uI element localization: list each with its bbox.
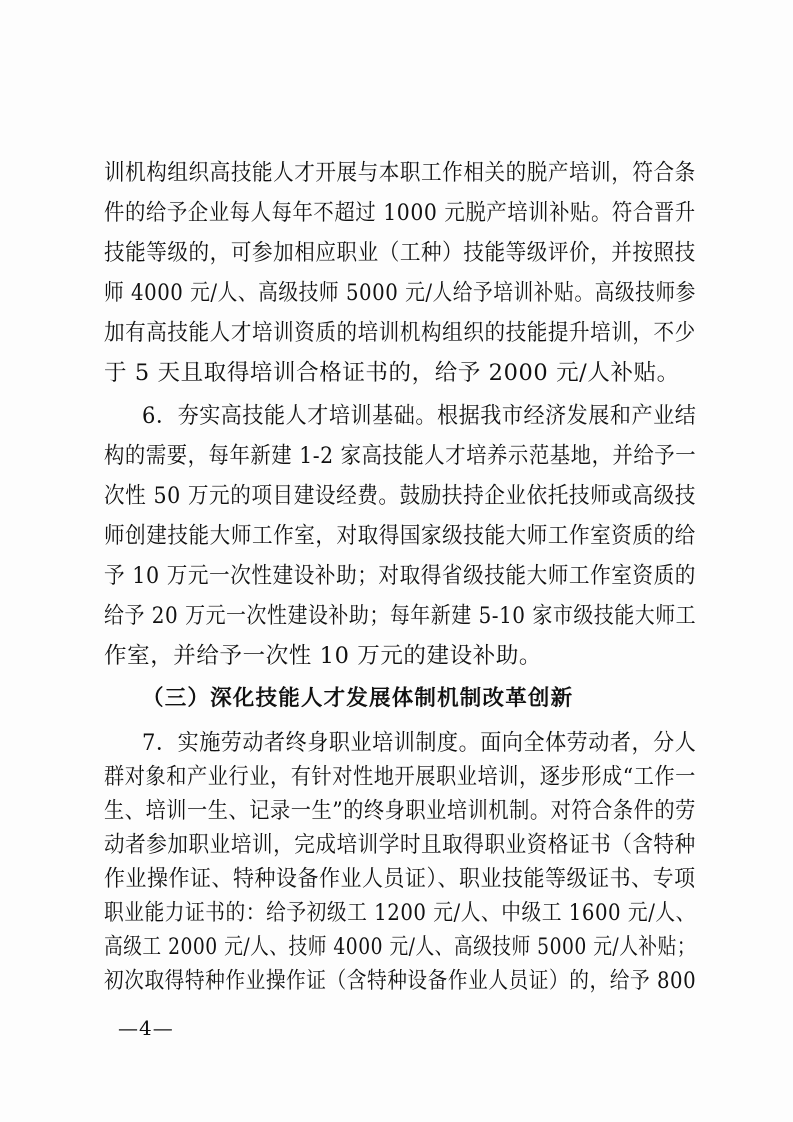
body-line: 于 5 天且取得培训合格证书的，给予 2000 元/人补贴。 xyxy=(104,360,680,386)
body-line: 生、培训一生、记录一生”的终身职业培训机制。对符合条件的劳 xyxy=(104,798,696,824)
body-line: 作业操作证、特种设备作业人员证）、职业技能等级证书、专项 xyxy=(104,866,696,892)
body-line: 师创建技能大师工作室，对取得国家级技能大师工作室资质的给 xyxy=(104,523,696,549)
body-line: 高级工 2000 元/人、技师 4000 元/人、高级技师 5000 元/人补贴； xyxy=(104,934,697,960)
body-line: 件的给予企业每人每年不超过 1000 元脱产培训补贴。符合晋升 xyxy=(104,200,696,226)
item-6-first-line: 6．夯实高技能人才培训基础。根据我市经济发展和产业结 xyxy=(142,403,697,429)
body-line: 群对象和产业行业，有针对性地开展职业培训，逐步形成“工作一 xyxy=(104,764,696,790)
body-line: 给予 20 万元一次性建设补助；每年新建 5-10 家市级技能大师工 xyxy=(104,603,697,629)
item-7-first-line: 7．实施劳动者终身职业培训制度。面向全体劳动者，分人 xyxy=(142,730,697,756)
body-line: 动者参加职业培训，完成培训学时且取得职业资格证书（含特种 xyxy=(104,832,696,858)
body-line: 次性 50 万元的项目建设经费。鼓励扶持企业依托技师或高级技 xyxy=(104,483,696,509)
body-line: 技能等级的，可参加相应职业（工种）技能等级评价，并按照技 xyxy=(104,240,696,266)
body-line: 训机构组织高技能人才开展与本职工作相关的脱产培训，符合条 xyxy=(104,160,696,186)
section-heading: （三）深化技能人才发展体制机制改革创新 xyxy=(142,686,574,711)
body-line: 加有高技能人才培训资质的培训机构组织的技能提升培训，不少 xyxy=(104,320,696,346)
body-line: 师 4000 元/人、高级技师 5000 元/人给予培训补贴。高级技师参 xyxy=(104,280,696,306)
body-line: 构的需要，每年新建 1-2 家高技能人才培养示范基地，并给予一 xyxy=(104,443,697,469)
body-line: 作室，并给予一次性 10 万元的建设补助。 xyxy=(104,643,543,669)
body-line: 初次取得特种作业操作证（含特种设备作业人员证）的，给予 800 xyxy=(104,968,697,994)
page-number: —4— xyxy=(118,1016,174,1040)
body-line: 予 10 万元一次性建设补助；对取得省级技能大师工作室资质的 xyxy=(104,563,696,589)
body-line: 职业能力证书的：给予初级工 1200 元/人、中级工 1600 元/人、 xyxy=(104,900,696,926)
